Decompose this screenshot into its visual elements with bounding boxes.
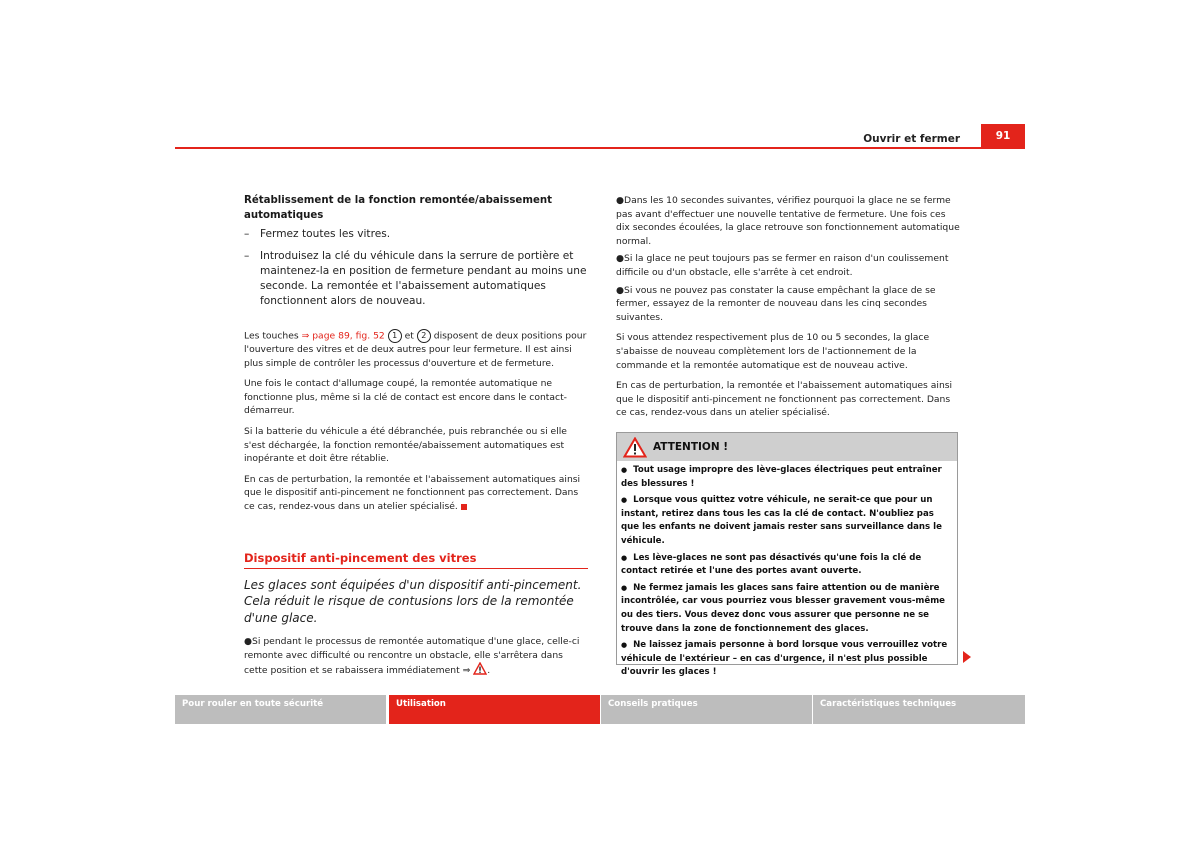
bullet-end: . bbox=[487, 665, 491, 677]
attention-item bbox=[621, 639, 953, 680]
attention-body bbox=[617, 461, 957, 680]
warning-triangle-icon bbox=[623, 437, 647, 458]
bullet-dot-icon: ● bbox=[621, 641, 628, 650]
footer-tab-safety[interactable]: Pour rouler en toute sécurité bbox=[175, 695, 386, 724]
attention-title: ATTENTION ! bbox=[653, 441, 729, 453]
restore-heading: Rétablissement de la fonction remontée/abaissement automatiques bbox=[244, 195, 552, 221]
bullet-text: Si pendant le processus de remontée automatique d'une glace, celle-ci remonte avec difficulté ou rencontre un obstacle, elle s'arrêtera dans cette position et se rabaissera immédiatement ⇒ bbox=[244, 636, 580, 677]
battery-paragraph: Si la batterie du véhicule a été débranchée, puis rebranchée ou si elle s'est déchargée, la fonction remontée/abaissement automatiques est inopérante et doit être rétablie. bbox=[244, 426, 567, 465]
attention-item bbox=[621, 494, 953, 548]
end-marker-icon bbox=[461, 504, 467, 510]
bullet-dot-icon: ● bbox=[616, 195, 625, 206]
footer-tab-tips[interactable]: Conseils pratiques bbox=[601, 695, 812, 724]
attention-item bbox=[621, 582, 953, 636]
malfunction-text: En cas de perturbation, la remontée et l'abaissement automatiques ainsi que le dispositif anti-pincement ne fonctionnent pas correctement. Dans ce cas, rendez-vous dans un atelier spécialisé. bbox=[244, 473, 581, 513]
bullet-text: Dans les 10 secondes suivantes, vérifiez pourquoi la glace ne se ferme pas avant d'effectuer une nouvelle tentative de fermeture. Une fois ces dix secondes écoulées, la glace retrouve son fonctionnement automatique normal. bbox=[616, 195, 960, 247]
bullet-dot-icon: ● bbox=[616, 284, 625, 296]
bullet-dot-icon: ● bbox=[244, 636, 253, 648]
bullet-item bbox=[616, 194, 960, 248]
attention-text: Les lève-glaces ne sont pas désactivés qu'une fois la clé de contact retirée et l'une des portes avant ouverte. bbox=[621, 552, 922, 577]
header-rule bbox=[175, 147, 1025, 149]
timeout-paragraph: Si vous attendez respectivement plus de 10 ou 5 secondes, la glace s'abaisse de nouveau complètement lors de l'actionnement de la commande et la remontée automatique est de nouveau active. bbox=[616, 332, 930, 371]
warning-triangle-icon bbox=[473, 662, 487, 675]
malfunction-paragraph bbox=[244, 473, 588, 514]
callout-number-2: 2 bbox=[417, 329, 431, 343]
bullet-dot-icon: ● bbox=[621, 583, 628, 592]
step-item bbox=[244, 249, 590, 309]
callout-number-1: 1 bbox=[388, 329, 402, 343]
page-number: 91 bbox=[981, 124, 1025, 148]
footer-tab-specs[interactable]: Caractéristiques techniques bbox=[813, 695, 1025, 724]
bullet-item bbox=[616, 252, 960, 279]
right-column bbox=[616, 194, 960, 420]
running-header-title: Ouvrir et fermer bbox=[863, 133, 960, 145]
bullet-dot-icon: ● bbox=[621, 496, 628, 505]
keys-prefix: Les touches bbox=[244, 330, 299, 342]
bullet-text: Si la glace ne peut toujours pas se fermer en raison d'un coulissement difficile ou d'un obstacle, elle s'arrête à cet endroit. bbox=[616, 253, 949, 278]
attention-item bbox=[621, 552, 953, 579]
attention-item bbox=[621, 464, 953, 491]
attention-text: Ne fermez jamais les glaces sans faire attention ou de manière incontrôlée, car vous pourriez vous blesser gravement vous-même ou des tiers. Vous devez donc vous assurer que personne ne se trouve dans la zone de fonctionnement des glaces. bbox=[621, 582, 945, 634]
footer-tab-usage[interactable]: Utilisation bbox=[389, 695, 600, 724]
keys-suffix: disposent de deux positions pour l'ouverture des vitres et de deux autres pour leur fermeture. Il est ainsi plus simple de contrôler les processus d'ouverture et de fermeture. bbox=[244, 330, 587, 369]
left-column bbox=[244, 194, 588, 678]
bullet-item bbox=[616, 284, 960, 325]
dash-marker: – bbox=[244, 228, 250, 240]
attention-header bbox=[617, 433, 957, 461]
bullet-dot-icon: ● bbox=[621, 466, 628, 474]
keys-and: et bbox=[404, 330, 414, 342]
attention-text: Ne laissez jamais personne à bord lorsque vous verrouillez votre véhicule de l'extérieur – en cas d'urgence, il n'est plus possible d'ouvrir les glaces ! bbox=[621, 640, 948, 678]
ignition-paragraph: Une fois le contact d'allumage coupé, la remontée automatique ne fonctionne plus, même si la clé de contact est encore dans le contact-démarreur. bbox=[244, 378, 568, 417]
step-item bbox=[244, 227, 588, 242]
attention-text: Tout usage impropre des lève-glaces électriques peut entraîner des blessures ! bbox=[621, 465, 942, 489]
continue-arrow-icon bbox=[963, 651, 971, 663]
step-text: Fermez toutes les vitres. bbox=[260, 228, 391, 240]
lead-text: Les glaces sont équipées d'un dispositif anti-pincement. Cela réduit le risque de contusions lors de la remontée d'une glace. bbox=[244, 577, 582, 625]
malfunction-paragraph-right: En cas de perturbation, la remontée et l'abaissement automatiques ainsi que le dispositif anti-pincement ne fonctionnent pas correctement. Dans ce cas, rendez-vous dans un atelier spécialisé. bbox=[616, 380, 953, 419]
bullet-item bbox=[244, 635, 588, 678]
attention-text: Lorsque vous quittez votre véhicule, ne serait-ce que pour un instant, retirez dans tous les cas la clé de contact. N'oubliez pas que les enfants ne doivent jamais rester sans surveillance dans le véhicule. bbox=[621, 495, 942, 546]
keys-paragraph bbox=[244, 329, 588, 370]
bullet-text: Si vous ne pouvez pas constater la cause empêchant la glace de se fermer, essayez de la remonter de nouveau dans les cinq secondes suivantes. bbox=[616, 284, 936, 323]
page-reference-link[interactable]: ⇒ page 89, fig. 52 bbox=[301, 330, 385, 342]
section-title: Dispositif anti-pincement des vitres bbox=[244, 550, 588, 569]
dash-marker: – bbox=[244, 250, 250, 262]
bullet-dot-icon: ● bbox=[616, 253, 625, 265]
bullet-dot-icon: ● bbox=[621, 553, 628, 562]
attention-box bbox=[616, 432, 958, 678]
step-text: Introduisez la clé du véhicule dans la serrure de portière et maintenez-la en position de fermeture pendant au moins une seconde. La remontée et l'abaissement automatiques fonctionnent alors de nouveau. bbox=[260, 250, 587, 307]
